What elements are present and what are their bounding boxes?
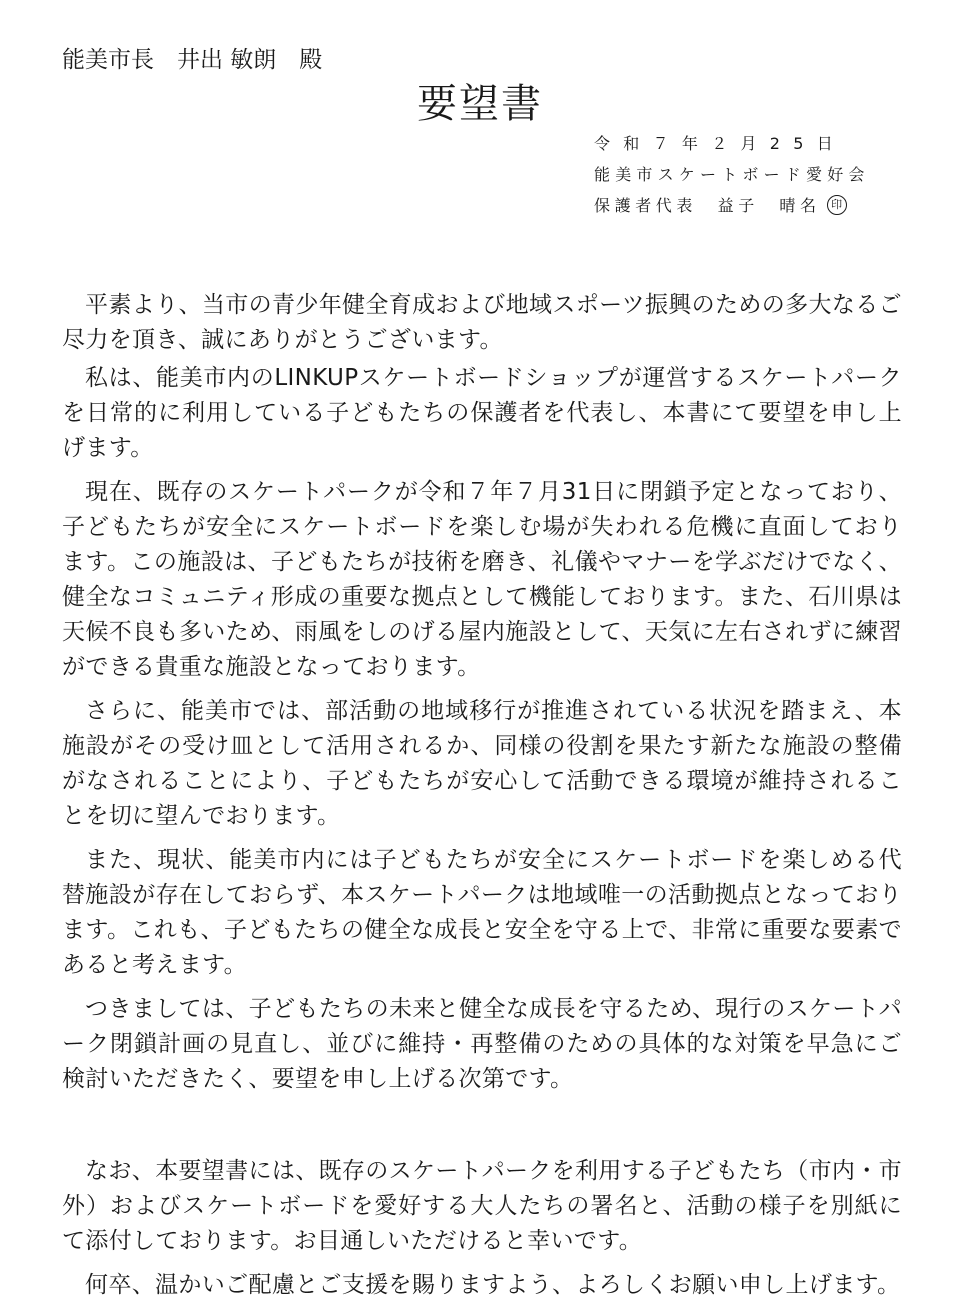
sender-block <box>594 128 914 221</box>
sender-representative: 保護者代表 益子 晴名 <box>594 196 821 215</box>
body-paragraph: また、現状、能美市内には子どもたちが安全にスケートボードを楽しめる代替施設が存在しておらず、本スケートパークは地域唯一の活動拠点となっております。これも、子どもたちの健全な成長と安全を守る上で、非常に重要な要素であると考えます。 <box>62 847 902 978</box>
body-paragraph: なお、本要望書には、既存のスケートパークを利用する子どもたち（市内・市外）およびスケートボードを愛好する大人たちの署名と、活動の様子を別紙にて添付しております。お目通しいただけると幸いです。 <box>62 1158 902 1254</box>
body-paragraph: 現在、既存のスケートパークが令和７年７月31日に閉鎖予定となっており、子どもたちが安全にスケートボードを楽しむ場が失われる危機に直面しております。この施設は、子どもたちが技術を磨き、礼儀やマナーを学ぶだけでなく、健全なコミュニティ形成の重要な拠点として機能しております。また、石川県は天候不良も多いため、雨風をしのげる屋内施設として、天気に左右されずに練習ができる貴重な施設となっております。 <box>62 479 902 680</box>
body-paragraph: 私は、能美市内のLINKUPスケートボードショップが運営するスケートパークを日常的に利用している子どもたちの保護者を代表し、本書にて要望を申し上げます。 <box>62 365 902 461</box>
addressee: 能美市長 井出 敏朗 殿 <box>62 47 323 73</box>
sender-organization: 能美市スケートボード愛好会 <box>594 165 870 184</box>
paragraph-gap <box>62 1106 902 1154</box>
body-paragraph: さらに、能美市では、部活動の地域移行が推進されている状況を踏まえ、本施設がその受け皿として活用されるか、同様の役割を果たす新たな施設の整備がなされることにより、子どもたちが安心して活動できる環境が維持されることを切に望んでおります。 <box>62 698 902 829</box>
body-paragraph: つきましては、子どもたちの未来と健全な成長を守るため、現行のスケートパーク閉鎖計画の見直し、並びに維持・再整備のための具体的な対策を早急にご検討いただきたく、要望を申し上げる次第です。 <box>62 996 902 1092</box>
body-paragraph: 何卒、温かいご配慮とご支援を賜りますよう、よろしくお願い申し上げます。 <box>85 1272 901 1298</box>
seal-mark: 印 <box>827 195 847 215</box>
letter-body <box>62 288 902 1312</box>
body-paragraph: 平素より、当市の青少年健全育成および地域スポーツ振興のための多大なるご尽力を頂き、誠にありがとうございます。 <box>62 292 902 353</box>
sender-representative-line <box>594 190 914 221</box>
document-title: 要望書 <box>417 81 543 127</box>
document-date: 令和７年２月25日 <box>594 134 847 153</box>
